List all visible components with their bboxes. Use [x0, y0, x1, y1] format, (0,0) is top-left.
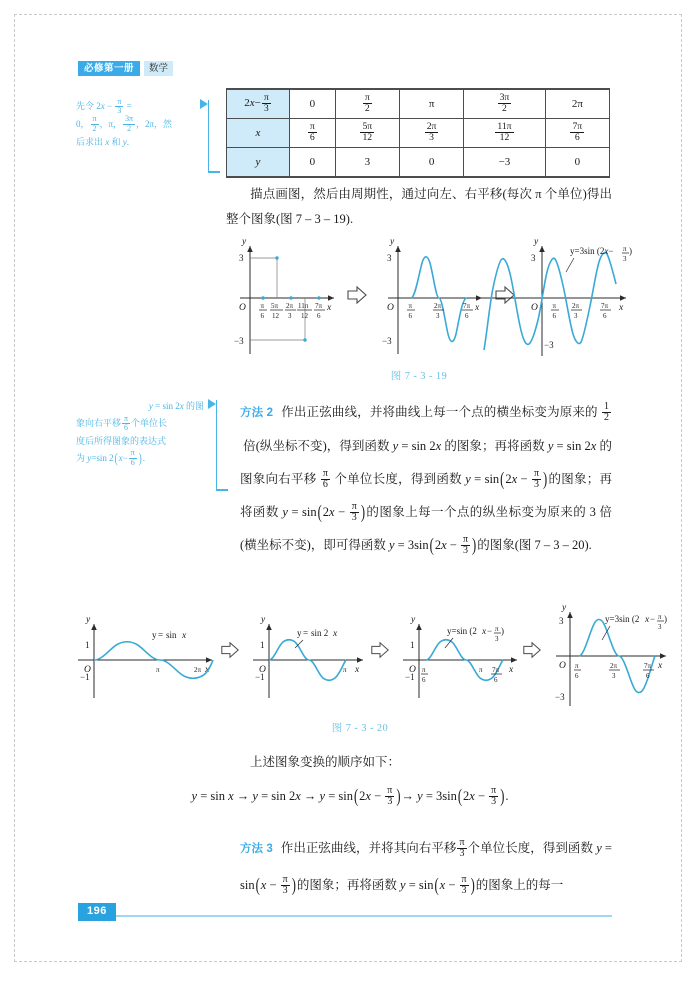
svg-text:−3: −3 [234, 336, 244, 346]
svg-text:π: π [260, 302, 265, 310]
svg-text:sin 2: sin 2 [311, 628, 329, 638]
note-arrow-icon [208, 399, 216, 409]
svg-text:6: 6 [422, 676, 426, 684]
transform-arrow-icon [370, 640, 390, 660]
table-cell: $\frac{\pi}{6}$ [290, 119, 336, 148]
table-row [227, 119, 610, 148]
figure-caption: 图 7 - 3 - 20 [331, 723, 389, 734]
svg-text:2π: 2π [434, 302, 442, 310]
table-cell: $\frac{5\pi}{12}$ [335, 119, 399, 148]
svg-text:x: x [182, 631, 187, 641]
svg-text:y: y [261, 615, 266, 625]
row-header-x: x [227, 119, 290, 148]
table-row [227, 89, 610, 119]
svg-text:3: 3 [239, 253, 244, 263]
svg-text:−3: −3 [544, 340, 554, 350]
svg-text:−1: −1 [80, 672, 90, 682]
transform-arrow-icon [346, 284, 368, 306]
figure-panel-full-periodic [522, 232, 642, 362]
figure-panel-sin-2x-minus-pi3 [395, 610, 525, 706]
svg-text:): ) [501, 626, 504, 636]
paragraph-sequence-intro [226, 750, 612, 775]
svg-text:7π: 7π [644, 662, 652, 670]
svg-text:3: 3 [623, 255, 627, 263]
svg-text:7π: 7π [601, 302, 609, 310]
display-equation-sequence: y = sin x → y = sin 2x → y = sin(2x − $\frac{\pi}{3}$ )→ y = 3sin(2x − $\frac{\pi}{3}$ ). [191, 784, 509, 807]
x-tick-pi-over-6 [259, 302, 267, 320]
x-tick-pi-over-6 [421, 666, 428, 684]
x-tick-7pi-over-6 [491, 666, 502, 684]
svg-text:π: π [623, 245, 627, 253]
book-badge: 必修第一册 [78, 61, 140, 76]
svg-text:=: = [303, 628, 309, 638]
svg-text:sin: sin [166, 630, 177, 640]
table-cell: $\frac{3\pi}{2}$ [464, 89, 545, 119]
note-bracket-foot [216, 489, 228, 491]
margin-note-substitute [76, 98, 196, 151]
svg-text:5π: 5π [271, 302, 279, 310]
svg-text:7π: 7π [463, 302, 471, 310]
svg-text:3: 3 [559, 616, 564, 626]
page-number: 196 [78, 903, 116, 921]
figure-panel-sin-x [70, 610, 220, 706]
x-tick-pi-over-6 [551, 302, 559, 320]
table-cell: 3 [335, 148, 399, 178]
svg-text:−: − [487, 626, 493, 636]
svg-text:π: π [156, 666, 160, 674]
svg-text:x: x [619, 303, 624, 313]
row-header-expression: 2x− $\frac{\pi}{3}$ [227, 89, 290, 119]
note-line: 象向右平移 $\frac{\pi}{6}$ 个单位长 [76, 413, 168, 432]
paragraph-method-2: 方法 2 作出正弦曲线，并将曲线上每一个点的横坐标变为原来的 $\frac{1}{2}$ 倍(纵坐标不变)，得到函数 y = sin 2x 的图象；再将函数 y = sin 2x 的图象向右平移 $\frac{\pi}{6}$ 个单位长度，得到函数 y = sin(2x − $\frac{\pi}{3}$ )的图象；再将函数 y = sin(2x − $\frac{\pi}{3}$ )的图象上每一个点的纵坐标变为原来的 3 倍(横坐标不变)，即可得函数 y = 3sin(2x − $\frac{\pi}{3}$ )的图象(图 7 – 3 – 20). [240, 400, 612, 557]
table-cell: 0 [290, 148, 336, 178]
svg-text:y: y [534, 237, 539, 247]
table-cell: $\frac{7\pi}{6}$ [545, 119, 609, 148]
svg-text:π: π [479, 666, 483, 674]
svg-text:O: O [84, 665, 91, 675]
svg-text:y: y [86, 615, 91, 625]
svg-text:−3: −3 [382, 336, 392, 346]
svg-text:π: π [422, 666, 426, 674]
svg-text:6: 6 [465, 312, 469, 320]
transform-arrow-icon [220, 640, 240, 660]
svg-text:3: 3 [495, 635, 499, 643]
svg-text:π: π [343, 666, 347, 674]
note-line: 度后所得图象的表达式 [76, 435, 167, 446]
svg-text:y: y [152, 630, 157, 640]
svg-text:π: π [575, 662, 579, 670]
x-tick-7pi-over-6 [600, 302, 611, 320]
method-2-label: 方法 2 [240, 407, 274, 419]
svg-text:2π: 2π [572, 302, 580, 310]
svg-text:y: y [297, 628, 302, 638]
figure-caption: 图 7 - 3 - 19 [390, 371, 448, 382]
svg-text:x: x [327, 303, 332, 313]
paragraph-plot-points: 描点画图，然后由周期性，通过向左、右平移(每次 π 个单位)得出整个图象(图 7 – 3 – 19). [226, 187, 612, 226]
svg-text:6: 6 [603, 312, 607, 320]
svg-text:11π: 11π [298, 302, 309, 310]
svg-text:π: π [552, 302, 557, 310]
svg-text:x: x [658, 661, 663, 671]
svg-text:6: 6 [408, 312, 412, 320]
subject-badge: 数学 [144, 61, 173, 76]
svg-text:π: π [408, 302, 413, 310]
table-cell: $\frac{\pi}{2}$ [335, 89, 399, 119]
svg-text:2π: 2π [194, 666, 202, 674]
figure-panel-points-plot [226, 232, 344, 362]
x-tick-2pi-over-3 [571, 302, 582, 320]
svg-text:O: O [387, 303, 394, 313]
svg-text:O: O [409, 665, 416, 675]
svg-text:6: 6 [646, 672, 650, 680]
svg-text:12: 12 [301, 312, 308, 320]
svg-text:): ) [664, 614, 667, 624]
svg-text:O: O [559, 661, 566, 671]
figure-panel-3sin-2x-minus-pi3 [548, 602, 678, 714]
svg-text:−1: −1 [255, 672, 265, 682]
note-bracket-foot [208, 171, 220, 173]
svg-text:−1: −1 [405, 672, 415, 682]
svg-text:1: 1 [85, 640, 90, 650]
note-line: y = sin 2x 的图 [148, 401, 204, 411]
svg-text:6: 6 [552, 312, 556, 320]
svg-text:π: π [495, 625, 499, 633]
svg-text:O: O [239, 303, 246, 313]
x-tick-pi-over-6 [574, 662, 581, 680]
row-header-y: y [227, 148, 290, 178]
table-cell: $\frac{11\pi}{12}$ [464, 119, 545, 148]
x-tick-7pi-over-6 [314, 302, 325, 320]
paragraph-method-3: 方法 3 作出正弦曲线，并将其向右平移 $\frac{\pi}{3}$ 个单位长度，得到函数 y = sin(x − $\frac{\pi}{3}$ )的图象；再将函数 y = sin(x − $\frac{\pi}{3}$ )的图象上的每一 [240, 836, 612, 897]
svg-text:1: 1 [410, 640, 415, 650]
margin-note-shift [76, 398, 204, 468]
svg-text:x: x [475, 303, 480, 313]
table-cell: 2π [545, 89, 609, 119]
svg-text:x: x [482, 627, 487, 637]
svg-text:π: π [658, 613, 662, 621]
svg-text:12: 12 [272, 312, 279, 320]
svg-text:7π: 7π [315, 302, 323, 310]
svg-text:y=3sin (2x−: y=3sin (2x− [570, 246, 614, 256]
footer-rule [78, 915, 612, 917]
x-tick-2pi-over-3 [609, 662, 620, 680]
svg-text:6: 6 [575, 672, 579, 680]
table-cell: 0 [399, 148, 463, 178]
svg-text:2π: 2π [286, 302, 294, 310]
svg-text:): ) [629, 246, 632, 256]
svg-text:3: 3 [658, 623, 662, 631]
figure-7-3-19 [226, 232, 632, 382]
figure-panel-one-period [374, 232, 492, 362]
svg-text:x: x [333, 629, 338, 639]
x-tick-7pi-over-6 [462, 302, 473, 320]
svg-text:y=sin (2: y=sin (2 [447, 626, 477, 636]
table-cell: $\frac{2\pi}{3}$ [399, 119, 463, 148]
note-bracket [216, 400, 229, 490]
x-tick-2pi-over-3 [285, 302, 296, 320]
svg-text:3: 3 [387, 253, 392, 263]
svg-text:y: y [390, 237, 395, 247]
values-table [226, 88, 610, 178]
svg-text:3: 3 [531, 253, 536, 263]
note-line: 先令 2x − $\frac{\pi}{3}$ = [76, 96, 132, 115]
svg-text:y=3sin (2: y=3sin (2 [605, 614, 640, 624]
svg-text:O: O [531, 303, 538, 313]
svg-text:x: x [645, 615, 650, 625]
note-line: 0， $\frac{\pi}{2}$ ，π， $\frac{3\pi}{2}$ ，2π，然 [76, 114, 173, 133]
table-cell: π [399, 89, 463, 119]
table-cell: 0 [545, 148, 609, 178]
svg-text:3: 3 [288, 312, 292, 320]
svg-text:3: 3 [436, 312, 440, 320]
table-row [227, 148, 610, 178]
note-line: 后求出 x 和 y. [76, 136, 130, 147]
svg-text:6: 6 [494, 676, 498, 684]
svg-text:x: x [509, 665, 514, 675]
note-arrow-icon [200, 99, 208, 109]
method-3-label: 方法 3 [240, 843, 273, 855]
svg-text:6: 6 [317, 312, 321, 320]
svg-text:−3: −3 [555, 692, 565, 702]
note-bracket [208, 100, 221, 172]
svg-text:x: x [355, 665, 360, 675]
svg-text:3: 3 [574, 312, 578, 320]
svg-text:7π: 7π [492, 666, 500, 674]
svg-text:y: y [242, 237, 247, 247]
figure-7-3-20 [70, 603, 667, 734]
x-tick-11pi-over-12 [297, 302, 312, 320]
svg-text:y: y [411, 615, 416, 625]
transform-arrow-icon [522, 640, 542, 660]
svg-text:3: 3 [612, 672, 616, 680]
running-head [78, 61, 173, 76]
figure-panel-sin-2x [245, 610, 370, 706]
svg-text:x: x [205, 665, 210, 675]
note-line: 为 y=sin 2(x− $\frac{\pi}{6}$ ). [76, 448, 145, 467]
sequence-intro-text: 上述图象变换的顺序如下： [250, 755, 401, 769]
table-cell: 0 [290, 89, 336, 119]
svg-text:1: 1 [260, 640, 265, 650]
svg-text:−: − [650, 614, 656, 624]
x-tick-pi-over-6 [407, 302, 415, 320]
svg-text:6: 6 [260, 312, 264, 320]
svg-text:O: O [259, 665, 266, 675]
x-tick-5pi-over-12 [270, 302, 283, 320]
table-cell: −3 [464, 148, 545, 178]
svg-text:2π: 2π [610, 662, 618, 670]
svg-text:=: = [158, 630, 164, 640]
svg-text:y: y [562, 603, 567, 613]
